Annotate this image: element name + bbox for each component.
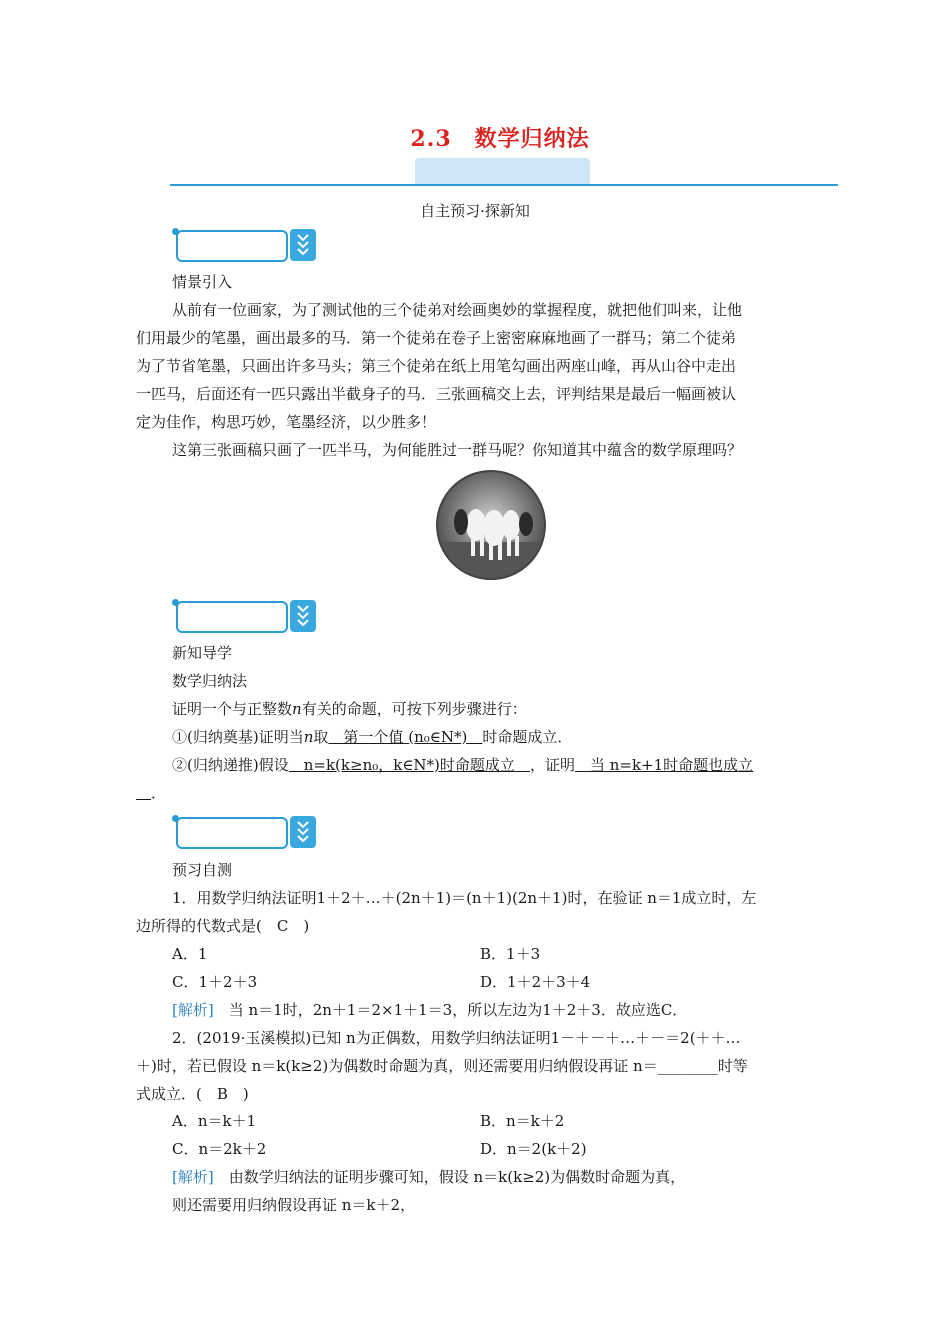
section-heading: 自主预习·探新知 [420,202,530,220]
page-title: 2.3 数学归纳法 [410,126,590,152]
q2-line3: 式成立．( B ) [136,1085,249,1103]
q2-analysis: [解析] 由数学归纳法的证明步骤可知，假设 n＝k(k≥2)为偶数时命题为真， [172,1168,686,1186]
q1-options-row1: A．1 B．1＋3 [172,945,541,963]
intro-p1-line4: 一匹马，后面还有一匹只露出半截身子的马．三张画稿交上去，评判结果是最后一幅画被认 [136,385,737,403]
intro-p1-line3: 为了节省笔墨，只画出许多马头；第三个徒弟在纸上用笔勾画出两座山峰，再从山谷中走出 [136,357,737,375]
q1-analysis: [解析] 当 n＝1时，2n＋1＝2×1＋1＝3，所以左边为1＋2＋3．故应选C． [172,1001,688,1019]
test-heading: 预习自测 [172,861,233,879]
intro-heading: 情景引入 [172,273,233,291]
guide-step2-end: ． [151,784,167,802]
chevron-down-icon [290,600,316,632]
q2-options-row1: A．n＝k＋1 B．n＝k＋2 [172,1112,565,1130]
guide-step1: ①(归纳奠基)证明当n取 第一个值 (n₀∈N*) 时命题成立． [172,728,573,746]
section-tag-1 [172,228,287,262]
guide-heading: 新知导学 [172,644,233,662]
chevron-down-icon [290,816,316,848]
intro-p1-line1: 从前有一位画家，为了测试他的三个徒弟对绘画奥妙的掌握程度，就把他们叫来，让他 [172,301,743,319]
guide-sub: 数学归纳法 [172,672,248,690]
intro-p1-line2: 们用最少的笔墨，画出最多的马．第一个徒弟在卷子上密密麻麻地画了一群马；第二个徒弟 [136,329,737,347]
q2-line1: 2．(2019·玉溪模拟)已知 n为正偶数，用数学归纳法证明1－＋－＋…＋－＝2(＋＋… [172,1029,741,1047]
section-tag-3 [172,815,287,849]
horse-image [436,470,546,580]
intro-p2: 这第三张画稿只画了一匹半马，为何能胜过一群马呢？你知道其中蕴含的数学原理吗？ [172,441,743,459]
q1-options-row2: C．1＋2＋3 D．1＋2＋3＋4 [172,973,591,991]
section-tag-2 [172,599,287,633]
q2-options-row2: C．n＝2k＋2 D．n＝2(k＋2) [172,1140,587,1158]
guide-step2: ②(归纳递推)假设 n=k(k≥n₀，k∈N*)时命题成立 ，证明 当 n=k+1时命题也成立 [172,756,754,774]
guide-lead: 证明一个与正整数n有关的命题，可按下列步骤进行： [172,700,527,718]
chevron-down-icon [290,229,316,261]
q1-line1: 1．用数学归纳法证明1＋2＋…＋(2n＋1)＝(n＋1)(2n＋1)时，在验证 n＝1成立时，左 [172,889,757,907]
q1-line2: 边所得的代数式是( C ) [136,917,310,935]
q2-analysis-2: 则还需要用归纳假设再证 n＝k＋2， [172,1196,416,1214]
title-rule [170,184,838,186]
q2-line2: ＋)时，若已假设 n＝k(k≥2)为偶数时命题为真，则还需要用归纳假设再证 n＝________时等 [136,1057,748,1075]
intro-p1-line5: 定为佳作，构思巧妙，笔墨经济，以少胜多！ [136,413,437,431]
title-tab [415,158,590,184]
